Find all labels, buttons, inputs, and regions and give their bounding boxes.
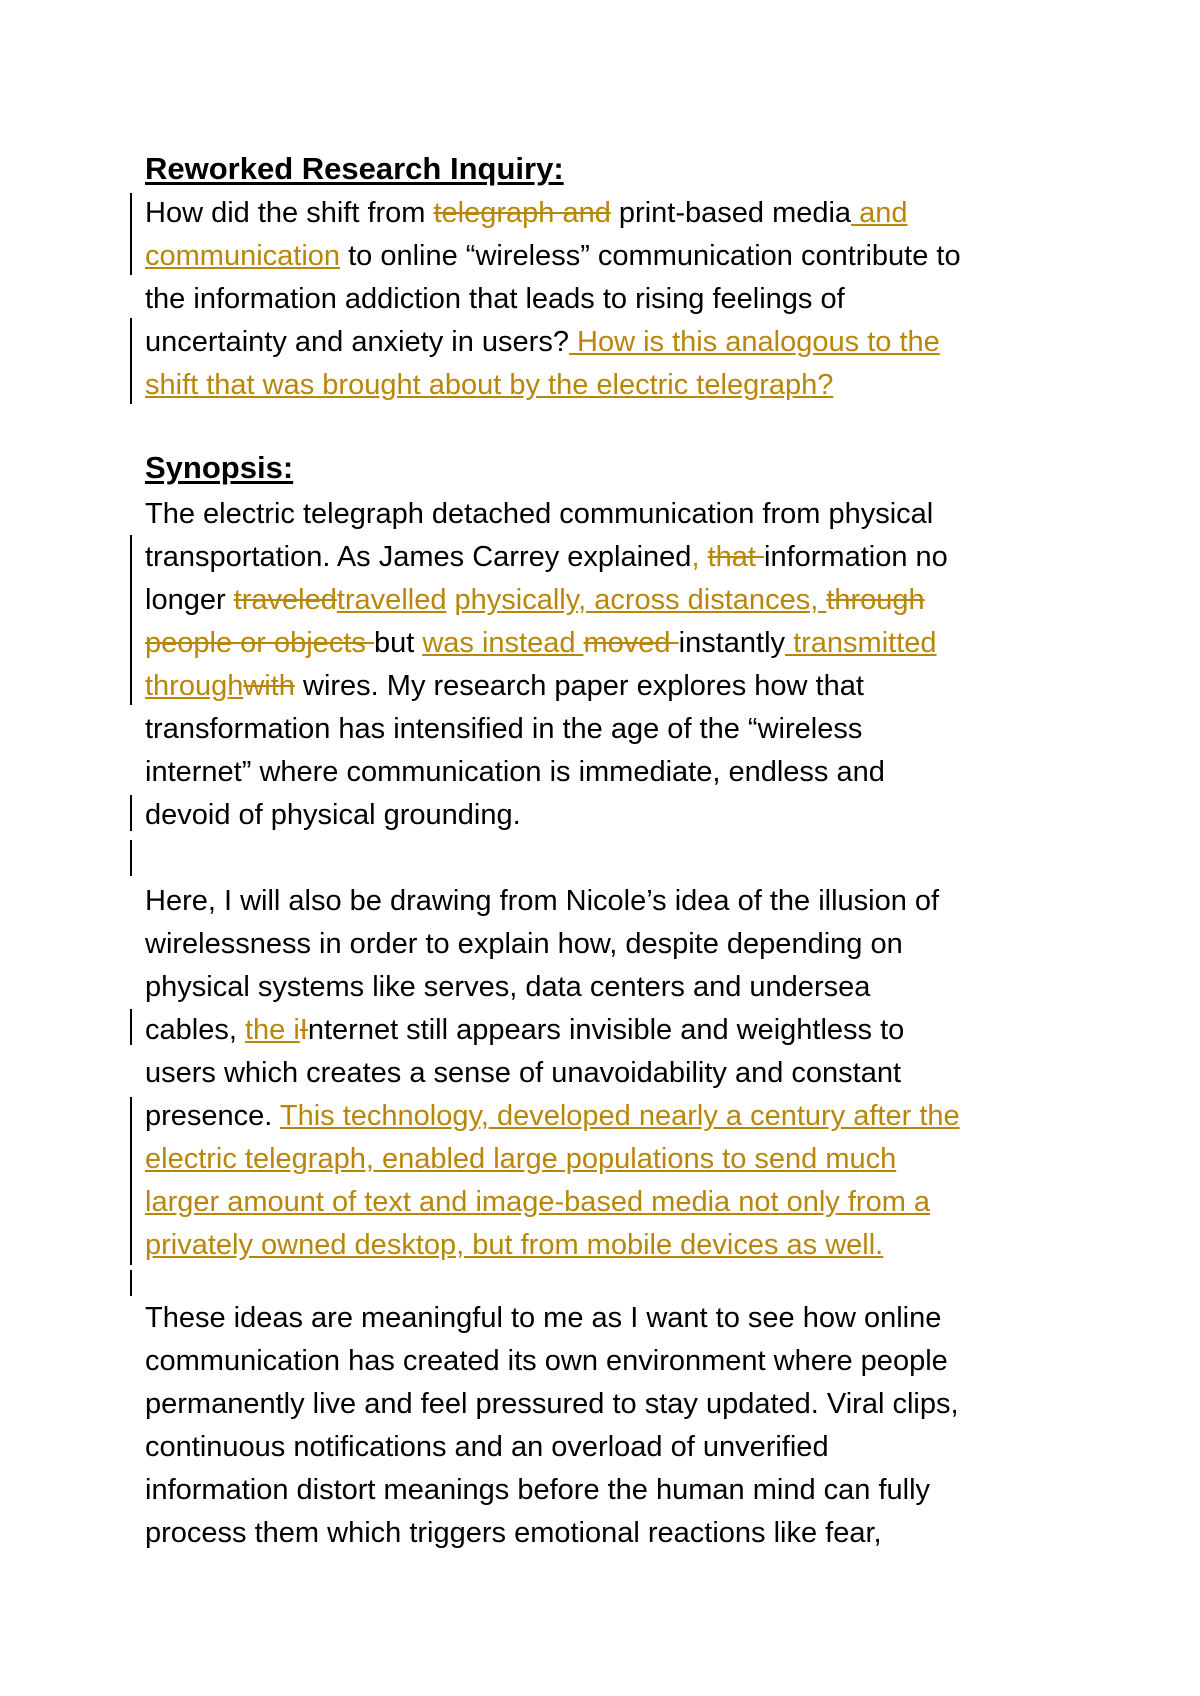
text-run	[446, 584, 454, 616]
text-line: users which creates a sense of unavoidability and constant	[145, 1057, 902, 1089]
text-line: process them which triggers emotional reactions like fear,	[145, 1517, 882, 1549]
inserted-text: larger amount of text and image-based media not only from a	[145, 1186, 931, 1218]
inserted-text: physically, across distances,	[454, 584, 827, 616]
text-line	[145, 235, 1085, 278]
text-run: cables,	[145, 1014, 245, 1046]
synopsis-paragraph-2	[145, 880, 1085, 1267]
text-run: wires. My research paper explores how that	[294, 670, 864, 702]
inserted-text: shift that was brought about by the electric telegraph?	[145, 369, 834, 401]
text-run: How did the shift from	[145, 197, 434, 229]
change-bar	[130, 193, 132, 275]
text-line	[145, 536, 1085, 579]
text-line: Here, I will also be drawing from Nicole’s idea of the illusion of	[145, 885, 940, 917]
inserted-text: privately owned desktop, but from mobile devices as well.	[145, 1229, 884, 1261]
inserted-text: was instead	[422, 627, 584, 659]
text-line	[145, 364, 1085, 407]
text-line: These ideas are meaningful to me as I want to see how online	[145, 1302, 942, 1334]
deleted-text: with	[243, 670, 295, 702]
text-line: physical systems like serves, data centers and undersea	[145, 971, 871, 1003]
text-run: uncertainty and anxiety in users?	[145, 326, 569, 358]
text-run: nternet still appears invisible and weightless to	[307, 1014, 905, 1046]
inquiry-heading: Reworked Research Inquiry:	[145, 151, 564, 186]
text-line	[145, 1009, 1085, 1052]
deleted-text: that	[707, 541, 765, 573]
text-line	[145, 1181, 1085, 1224]
change-bar	[130, 318, 132, 404]
inserted-text: How is this analogous to the	[568, 326, 940, 358]
text-run: instantly	[678, 627, 786, 659]
deleted-text: moved	[583, 627, 679, 659]
change-bar	[130, 1009, 132, 1045]
text-line	[145, 665, 1085, 708]
inserted-text: transmitted	[785, 627, 937, 659]
text-line: internet” where communication is immediate, endless and	[145, 756, 885, 788]
change-bar	[130, 1097, 132, 1265]
inserted-text: This technology, developed nearly a century after the	[279, 1100, 960, 1132]
text-line: The electric telegraph detached communication from physical	[145, 498, 934, 530]
text-line	[145, 1138, 1085, 1181]
text-run: print-based media	[610, 197, 852, 229]
inserted-text: and	[851, 197, 908, 229]
text-line	[145, 192, 1085, 235]
text-line	[145, 321, 1085, 364]
inserted-text: the i	[244, 1014, 300, 1046]
synopsis-paragraph-3	[145, 1297, 1085, 1555]
deleted-text: people or objects	[145, 627, 374, 659]
inserted-text: electric telegraph, enabled large populations to send much	[145, 1143, 897, 1175]
deleted-text: telegraph and	[433, 197, 611, 229]
inserted-text: travelled	[336, 584, 447, 616]
text-line: permanently live and feel pressured to stay updated. Viral clips,	[145, 1388, 959, 1420]
text-run: to online “wireless” communication contribute to	[340, 240, 961, 272]
text-line: information distort meanings before the human mind can fully	[145, 1474, 931, 1506]
text-line	[145, 1095, 1085, 1138]
text-run: transportation. As James Carrey explained	[145, 541, 692, 573]
inserted-text: communication	[145, 240, 341, 272]
deleted-text: I	[299, 1014, 308, 1046]
text-line: communication has created its own environment where people	[145, 1345, 948, 1377]
change-bar	[130, 795, 132, 831]
deleted-text: through	[826, 584, 925, 616]
inserted-text: ,	[691, 541, 700, 573]
change-bar	[130, 1270, 132, 1296]
text-line: the information addiction that leads to rising feelings of	[145, 283, 845, 315]
text-line: transformation has intensified in the age of the “wireless	[145, 713, 863, 745]
text-run	[700, 541, 708, 573]
text-line: wirelessness in order to explain how, despite depending on	[145, 928, 903, 960]
text-line	[145, 1224, 1085, 1267]
inserted-text: through	[145, 670, 244, 702]
text-line: devoid of physical grounding.	[145, 799, 521, 831]
synopsis-paragraph-1	[145, 493, 1085, 837]
text-run: but	[373, 627, 423, 659]
text-run: longer	[145, 584, 234, 616]
text-line	[145, 579, 1085, 622]
change-bar	[130, 840, 132, 876]
change-bar	[130, 535, 132, 705]
text-line: continuous notifications and an overload of unverified	[145, 1431, 829, 1463]
text-run: presence.	[145, 1100, 280, 1132]
text-line	[145, 622, 1085, 665]
deleted-text: traveled	[233, 584, 337, 616]
text-run: information no	[764, 541, 948, 573]
inquiry-paragraph	[145, 192, 1085, 407]
synopsis-heading: Synopsis:	[145, 450, 294, 485]
